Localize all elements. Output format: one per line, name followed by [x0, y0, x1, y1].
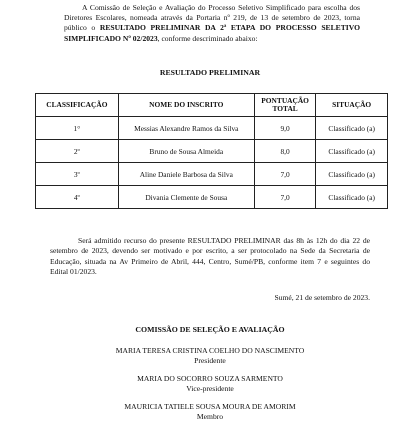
cell-situation: Classificado (a)	[316, 117, 388, 140]
appeal-notice	[50, 236, 370, 278]
table-row	[36, 117, 388, 140]
table-header-row	[36, 94, 388, 117]
section-title: RESULTADO PRELIMINAR	[159, 68, 261, 77]
header-name: NOME DO INSCRITO	[118, 94, 254, 117]
commission-member	[0, 374, 420, 393]
intro-text-bold: RESULTADO PRELIMINAR DA 2ª ETAPA DO PROCESSO SELETIVO SIMPLIFICADO Nº 02/2023	[64, 23, 360, 43]
cell-rank: 1°	[36, 117, 119, 140]
appeal-notice-text: Será admitido recurso do presente RESULTADO PRELIMINAR das 8h às 12h do dia 22 de setembro de 2023, devendo ser motivado e por escrito, a ser protocolado na Sede da Secretaria de Educação, situada na Av Primeiro de Abril, 444, Centro, Sumé/PB, conforme item 7 e seguintes do Edital 01/2023.	[50, 236, 370, 277]
cell-rank: 4º	[36, 186, 119, 209]
table-row	[36, 163, 388, 186]
cell-situation: Classificado (a)	[316, 140, 388, 163]
intro-text-start: A Comissão de Seleção e Avaliação do Processo Seletivo Simplificado para escolha dos Diretores Escolares, nomeada através da Portaria nº 219, de 13 de setembro de 2023, torna público o	[64, 3, 360, 33]
cell-situation: Classificado (a)	[316, 163, 388, 186]
table-row	[36, 140, 388, 163]
cell-name: Divania Clemente de Sousa	[118, 186, 254, 209]
cell-score: 7,0	[254, 163, 316, 186]
cell-name: Aline Daniele Barbosa da Silva	[118, 163, 254, 186]
member-name: MARIA DO SOCORRO SOUZA SARMENTO	[137, 374, 283, 383]
cell-score: 9,0	[254, 117, 316, 140]
commission-member	[0, 402, 420, 421]
commission-member	[0, 346, 420, 365]
table-row	[36, 186, 388, 209]
header-situation: SITUAÇÃO	[316, 94, 388, 117]
commission-title: COMISSÃO DE SELEÇÃO E AVALIAÇÃO	[135, 325, 285, 334]
member-role: Presidente	[194, 355, 226, 365]
cell-situation: Classificado (a)	[316, 186, 388, 209]
member-role: Vice-presidente	[186, 383, 234, 393]
cell-name: Bruno de Sousa Almeida	[118, 140, 254, 163]
cell-score: 8,0	[254, 140, 316, 163]
cell-score: 7,0	[254, 186, 316, 209]
date-line: Sumé, 21 de setembro de 2023.	[274, 293, 370, 302]
results-table	[35, 93, 388, 209]
member-name: MAURICIA TATIELE SOUSA MOURA DE AMORIM	[124, 402, 296, 411]
header-score: PONTUAÇÃO TOTAL	[254, 94, 316, 117]
cell-rank: 3º	[36, 163, 119, 186]
cell-name: Messias Alexandre Ramos da Silva	[118, 117, 254, 140]
member-name: MARIA TERESA CRISTINA COELHO DO NASCIMENTO	[115, 346, 305, 355]
member-role: Membro	[196, 411, 224, 421]
intro-paragraph	[64, 3, 360, 44]
cell-rank: 2º	[36, 140, 119, 163]
header-classification: CLASSIFICAÇÃO	[36, 94, 119, 117]
intro-text-end: , conforme descriminado abaixo:	[157, 33, 258, 43]
